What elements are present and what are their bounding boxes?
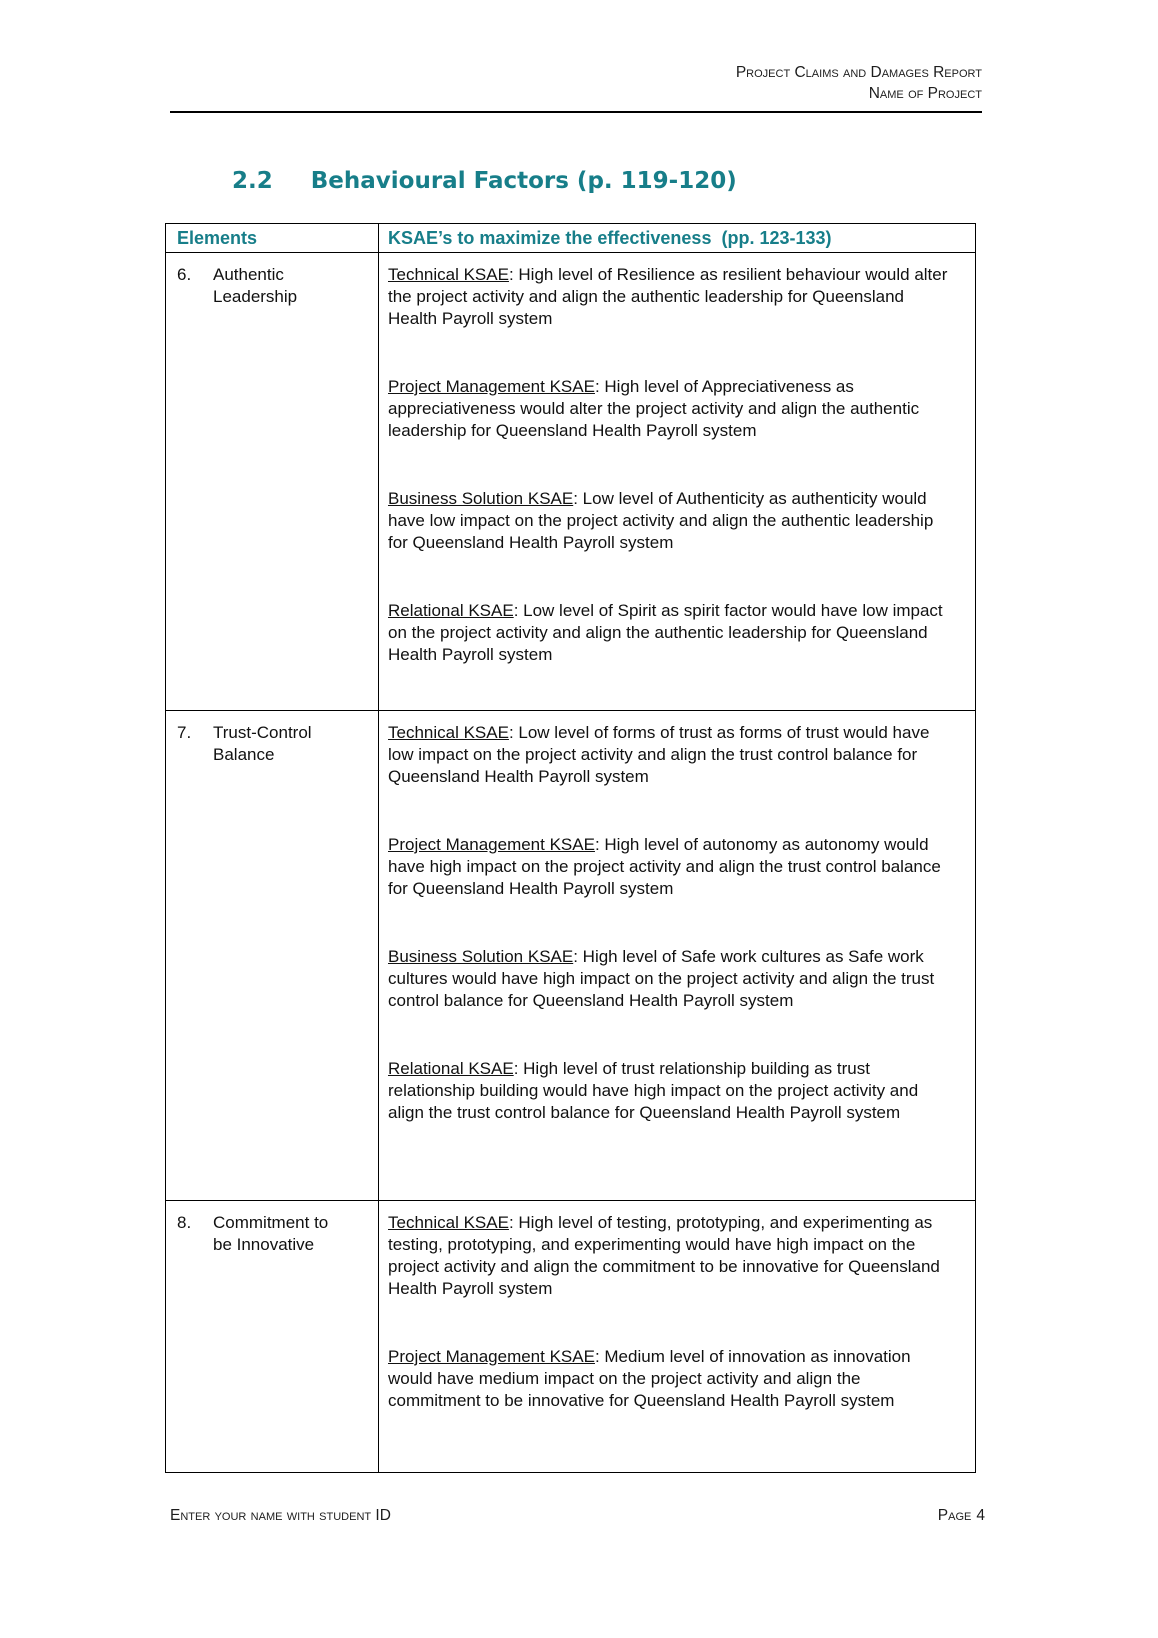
ksae-text: : High level of Resilience as resilient behaviour would alter the project activity and align the authentic leadership for Queensland Health Payroll system (388, 265, 948, 328)
ksae-label: Business Solution KSAE (388, 489, 574, 508)
element-label: Commitment to be Innovative (213, 1213, 329, 1254)
element-label: Trust-Control Balance (213, 723, 312, 764)
element-cell (166, 253, 379, 711)
ksae-paragraph (388, 1058, 949, 1124)
footer-page-number: 4 (976, 1507, 985, 1524)
ksae-text: : High level of trust relationship building as trust relationship building would have high impact on the project activity and align the trust control balance for Queensland Health Payroll system (388, 1059, 919, 1122)
ksae-label: Relational KSAE (388, 601, 514, 620)
behavioural-factors-table (165, 223, 976, 1473)
ksae-paragraph (388, 1212, 949, 1300)
table-row-authentic-leadership (166, 253, 976, 711)
page-footer (170, 1506, 985, 1526)
element-number: 8. (177, 1213, 192, 1232)
ksae-paragraph (388, 834, 949, 900)
ksae-text: : Low level of Spirit as spirit factor would have low impact on the project activity and align the authentic leadership for Queensland Health Payroll system (388, 601, 943, 664)
page-header (170, 62, 982, 113)
section-heading (232, 170, 737, 193)
footer-author-placeholder: Enter your name with student ID (170, 1507, 391, 1524)
ksae-text: : Low level of Authenticity as authenticity would have low impact on the project activity and align the authentic leadership for Queensland Health Payroll system (388, 489, 934, 552)
ksae-text: : High level of Appreciativeness as appreciativeness would alter the project activity and align the authentic leadership for Queensland Health Payroll system (388, 377, 920, 440)
ksae-text: : High level of Safe work cultures as Safe work cultures would have high impact on the project activity and align the trust control balance for Queensland Health Payroll system (388, 947, 935, 1010)
ksae-text: : Low level of forms of trust as forms of trust would have low impact on the project activity and align the trust control balance for Queensland Health Payroll system (388, 723, 930, 786)
element-cell (166, 711, 379, 1201)
ksae-paragraph (388, 376, 949, 442)
section-title: Behavioural Factors (p. 119-120) (310, 168, 737, 194)
column-header-elements: Elements (166, 224, 379, 253)
element-number: 7. (177, 723, 192, 742)
element-number: 6. (177, 265, 192, 284)
ksae-paragraph (388, 1346, 949, 1412)
ksae-label: Technical KSAE (388, 723, 509, 742)
ksae-label: Relational KSAE (388, 1059, 514, 1078)
ksae-paragraph (388, 488, 949, 554)
table-row-trust-control-balance (166, 711, 976, 1201)
footer-page-label: Page (937, 1507, 972, 1524)
ksae-cell (379, 1201, 976, 1473)
ksae-text: : High level of testing, prototyping, and experimenting as testing, prototyping, and experimenting would have high impact on the project activity and align the commitment to be innovative for Queensland Health Payroll system (388, 1213, 940, 1298)
ksae-cell (379, 253, 976, 711)
ksae-text: : Medium level of innovation as innovation would have medium impact on the project activity and align the commitment to be innovative for Queensland Health Payroll system (388, 1347, 911, 1410)
ksae-paragraph (388, 946, 949, 1012)
ksae-paragraph (388, 722, 949, 788)
table-row-commitment-to-be-innovative (166, 1201, 976, 1473)
ksae-cell (379, 711, 976, 1201)
ksae-text: : High level of autonomy as autonomy would have high impact on the project activity and align the trust control balance for Queensland Health Payroll system (388, 835, 941, 898)
ksae-label: Technical KSAE (388, 1213, 509, 1232)
element-item (177, 722, 370, 766)
element-cell (166, 1201, 379, 1473)
element-item (177, 264, 370, 308)
ksae-label: Project Management KSAE (388, 835, 595, 854)
ksae-label: Project Management KSAE (388, 1347, 595, 1366)
ksae-paragraph (388, 600, 949, 666)
header-report-title: Project Claims and Damages Report (735, 64, 982, 81)
element-label: Authentic Leadership (213, 265, 298, 306)
section-number: 2.2 (232, 168, 273, 194)
header-project-name: Name of Project (868, 85, 982, 102)
footer-page-indicator (938, 1506, 985, 1526)
ksae-label: Technical KSAE (388, 265, 509, 284)
table-header-row (166, 224, 976, 253)
ksae-label: Project Management KSAE (388, 377, 595, 396)
ksae-label: Business Solution KSAE (388, 947, 574, 966)
ksae-paragraph (388, 264, 949, 330)
column-header-ksae: KSAE’s to maximize the effectiveness (pp. 123-133) (379, 224, 976, 253)
element-item (177, 1212, 370, 1256)
